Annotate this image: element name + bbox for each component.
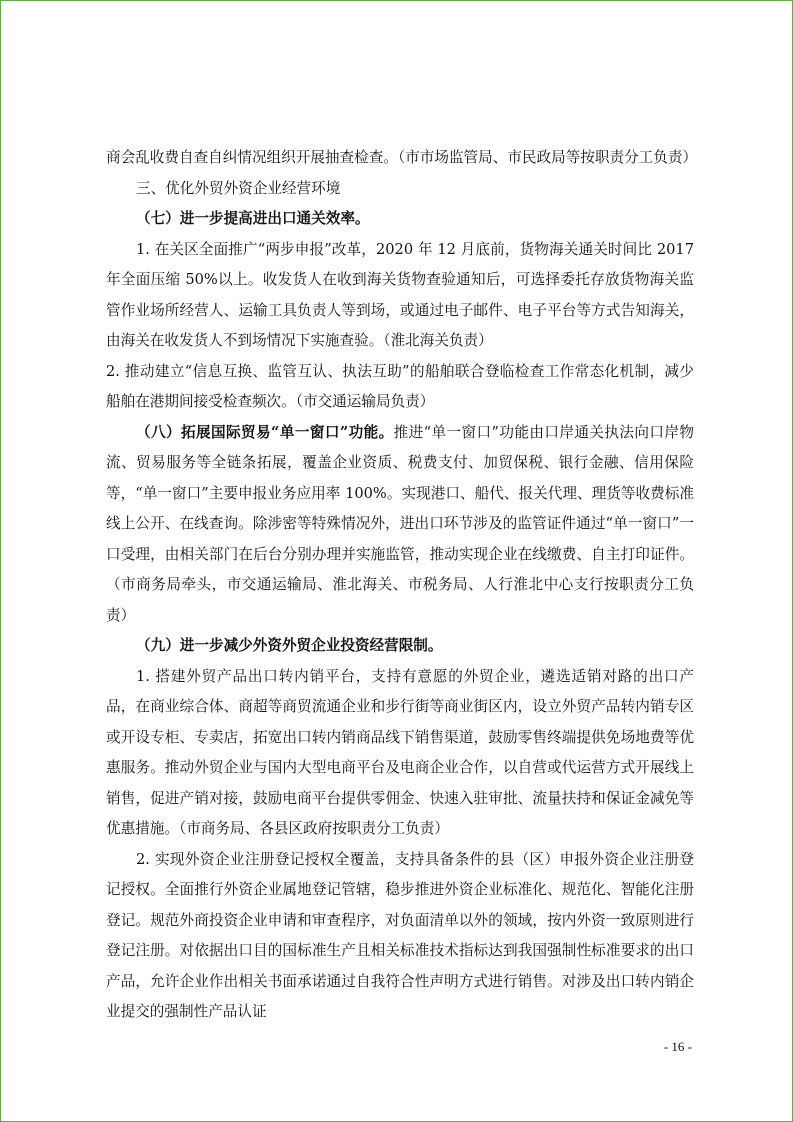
document-body	[106, 143, 698, 1028]
paragraph-7-2: 2. 推动建立“信息互换、监管互认、执法互助”的船舶联合登临检查工作常态化机制，减少船舶在港期间接受检查频次。（市交通运输局负责）	[106, 362, 694, 410]
paragraph-8-body: 推进“单一窗口”功能由口岸通关执法向口岸物流、贸易服务等全链条拓展，覆盖企业资质、税费支付、加贸保税、银行金融、信用保险等，“单一窗口”主要申报业务应用率 100%。实现港口、船代、报关代理、理货等收费标准线上公开、在线查询。除涉密等特殊情况外，进出口环节涉及的监管证件通过“单一窗口”一口受理，由相关部门在后台分别办理并实施监管，推动实现企业在线缴费、自主打印证件。（市商务局牵头，市交通运输局、淮北海关、市税务局、人行淮北中心支行按职责分工负责）	[106, 423, 694, 624]
paragraph-7-1: 1. 在关区全面推广“两步申报”改革，2020 年 12 月底前，货物海关通关时间比 2017 年全面压缩 50%以上。收发货人在收到海关货物查验通知后，可选择委托存放货物海关监管作业场所经营人、运输工具负责人等到场，或通过电子邮件、电子平台等方式告知海关，由海关在收发货人不到场情况下实施查验。（淮北海关负责）	[106, 240, 694, 349]
paragraph-8	[106, 418, 694, 632]
page-number: - 16 -	[663, 1039, 692, 1054]
subsection-heading-9: （九）进一步减少外资外贸企业投资经营限制。	[136, 637, 443, 654]
paragraph-continuation: 商会乱收费自查自纠情况组织开展抽查检查。（市市场监管局、市民政局等按职责分工负责）	[106, 149, 698, 166]
paragraph-9-2: 2. 实现外资企业注册登记授权全覆盖，支持具备条件的县（区）申报外资企业注册登记授权。全面推行外资企业属地登记管辖，稳步推进外资企业标准化、规范化、智能化注册登记。规范外商投资企业申请和审查程序，对负面清单以外的领域，按内外资一致原则进行登记注册。对依据出口目的国标准生产且相关标准技术指标达到我国强制性标准要求的出口产品，允许企业作出相关书面承诺通过自我符合性声明方式进行销售。对涉及出口转内销企业提交的强制性产品认证	[106, 850, 694, 1020]
subsection-heading-7: （七）进一步提高进出口通关效率。	[136, 210, 370, 227]
section-heading-3: 三、优化外贸外资企业经营环境	[136, 179, 341, 197]
subsection-heading-8: （八）拓展国际贸易“单一窗口”功能。	[136, 423, 394, 441]
paragraph-9-1: 1. 搭建外贸产品出口转内销平台，支持有意愿的外贸企业，遴选适销对路的出口产品，在商业综合体、商超等商贸流通企业和步行街等商业街区内，设立外贸产品转内销专区或开设专柜、专卖店，拓宽出口转内销商品线下销售渠道，鼓励零售终端提供免场地费等优惠服务。推动外贸企业与国内大型电商平台及电商企业合作，以自营或代运营方式开展线上销售，促进产销对接，鼓励电商平台提供零佣金、快速入驻审批、流量扶持和保证金减免等优惠措施。（市商务局、各县区政府按职责分工负责）	[106, 667, 694, 837]
